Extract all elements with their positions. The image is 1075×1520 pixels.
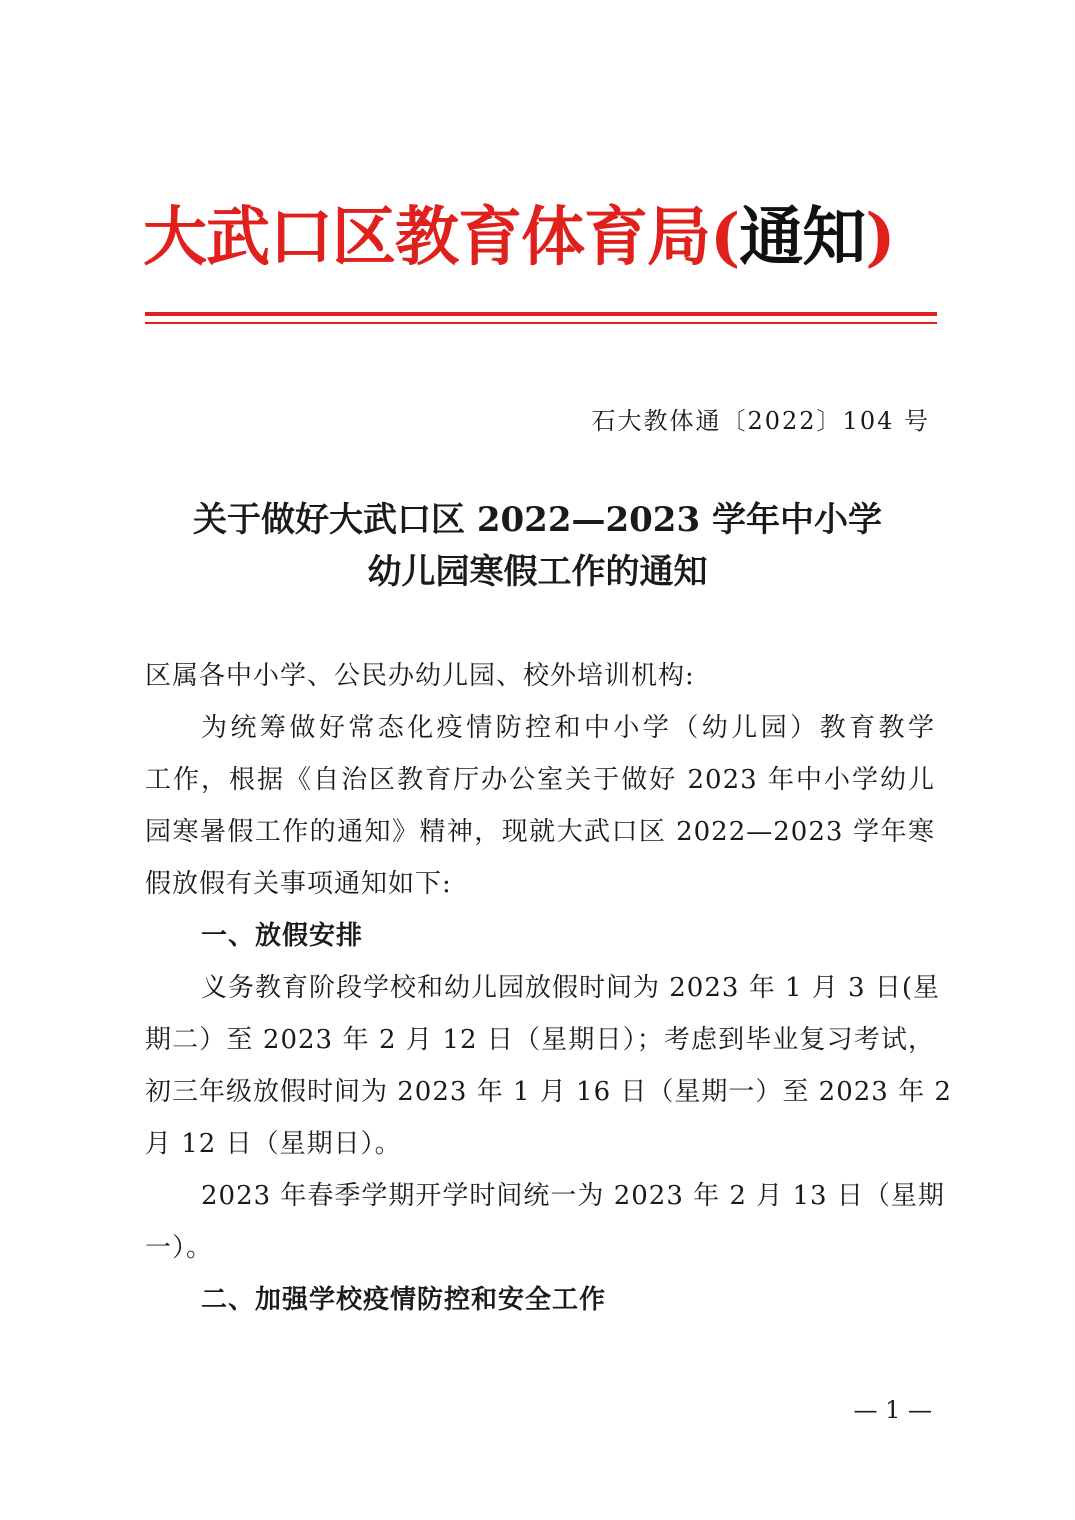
section1-line: 一）。 — [145, 1233, 214, 1263]
section1-line: 2023 年春季学期开学时间统一为 2023 年 2 月 13 日（星期 — [201, 1181, 945, 1211]
page-number: — 1 — — [853, 1396, 932, 1424]
salutation: 区属各中小学、公民办幼儿园、校外培训机构: — [145, 661, 695, 691]
paren-open: ( — [710, 200, 740, 275]
paren-close: ) — [865, 200, 895, 275]
document-number: 石大教体通〔2022〕104 号 — [591, 407, 930, 435]
section1-line: 期二）至 2023 年 2 月 12 日（星期日）；考虑到毕业复习考试， — [145, 1025, 935, 1055]
section-heading-2: 二、加强学校疫情防控和安全工作 — [201, 1285, 607, 1315]
document-title-line-2: 幼儿园寒假工作的通知 — [367, 552, 708, 592]
masthead-divider-thin — [145, 322, 937, 324]
intro-line: 工作，根据《自治区教育厅办公室关于做好 2023 年中小学幼儿 — [145, 765, 935, 795]
document-title-line-1: 关于做好大武口区 2022—2023 学年中小学 — [193, 500, 882, 540]
masthead — [143, 198, 943, 278]
masthead-divider-thick — [145, 312, 937, 316]
document-type: 通知 — [739, 200, 866, 275]
intro-line: 园寒暑假工作的通知》精神，现就大武口区 2022—2023 学年寒 — [145, 817, 935, 847]
section1-line: 义务教育阶段学校和幼儿园放假时间为 2023 年 1 月 3 日(星 — [201, 973, 940, 1003]
intro-line: 假放假有关事项通知如下: — [145, 869, 452, 899]
issuing-organization: 大武口区教育体育局 — [143, 200, 710, 275]
section-heading-1: 一、放假安排 — [201, 921, 364, 951]
section1-line: 月 12 日（星期日）。 — [145, 1129, 402, 1159]
intro-line: 为统筹做好常态化疫情防控和中小学（幼儿园）教育教学 — [201, 713, 935, 743]
section1-line: 初三年级放假时间为 2023 年 1 月 16 日（星期一）至 2023 年 2 — [145, 1077, 952, 1107]
